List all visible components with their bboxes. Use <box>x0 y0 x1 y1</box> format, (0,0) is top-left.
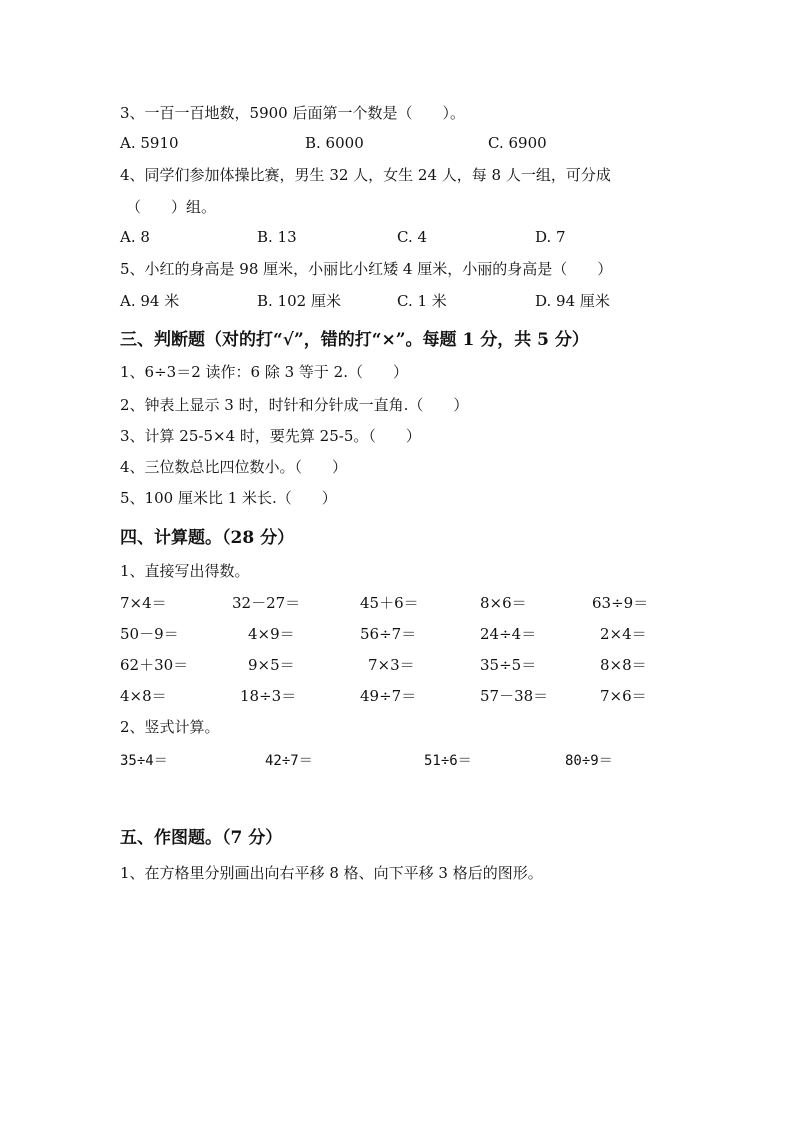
vertical-calc-3: 51÷6＝ <box>424 753 472 769</box>
calc-r1-c4: 8×6＝ <box>480 594 527 612</box>
question-4-option-b: B. 13 <box>257 228 297 246</box>
calc-r2-c4: 24÷4＝ <box>480 625 537 643</box>
calc-r4-c4: 57－38＝ <box>480 687 549 705</box>
question-3-option-b: B. 6000 <box>305 134 364 152</box>
calc-r3-c1: 62＋30＝ <box>120 656 189 674</box>
vertical-calc-1: 35÷4＝ <box>120 753 168 769</box>
direct-answer-instruction: 1、直接写出得数。 <box>120 562 250 580</box>
vertical-calc-2: 42÷7＝ <box>265 753 313 769</box>
judgement-item-3: 3、计算 25-5×4 时，要先算 25-5。（ ） <box>120 427 421 445</box>
calc-r1-c5: 63÷9＝ <box>592 594 649 612</box>
calc-r3-c4: 35÷5＝ <box>480 656 537 674</box>
drawing-question-1: 1、在方格里分别画出向右平移 8 格、向下平移 3 格后的图形。 <box>120 864 543 882</box>
calc-r4-c5: 7×6＝ <box>600 687 647 705</box>
calc-r1-c3: 45＋6＝ <box>360 594 419 612</box>
judgement-item-2: 2、钟表上显示 3 时，时针和分针成一直角.（ ） <box>120 396 469 414</box>
section-three-heading: 三、判断题（对的打“√”，错的打“×”。每题 1 分，共 5 分） <box>120 330 589 350</box>
calc-r2-c1: 50－9＝ <box>120 625 179 643</box>
vertical-calc-4: 80÷9＝ <box>565 753 613 769</box>
calc-r4-c2: 18÷3＝ <box>240 687 297 705</box>
judgement-item-5: 5、100 厘米比 1 米长.（ ） <box>120 489 337 507</box>
calc-r2-c2: 4×9＝ <box>248 625 295 643</box>
question-4-text-continued: （ ）组。 <box>126 198 217 216</box>
calc-r4-c1: 4×8＝ <box>120 687 167 705</box>
calc-r2-c5: 2×4＝ <box>600 625 647 643</box>
judgement-item-1: 1、6÷3＝2 读作：6 除 3 等于 2.（ ） <box>120 363 408 381</box>
question-5-option-a: A. 94 米 <box>120 292 180 310</box>
calc-r1-c2: 32－27＝ <box>232 594 301 612</box>
section-five-heading: 五、作图题。（7 分） <box>120 828 283 848</box>
calc-r2-c3: 56÷7＝ <box>360 625 417 643</box>
question-5-option-b: B. 102 厘米 <box>257 292 341 310</box>
question-3-option-a: A. 5910 <box>120 134 179 152</box>
question-5-option-d: D. 94 厘米 <box>535 292 610 310</box>
calc-r3-c5: 8×8＝ <box>600 656 647 674</box>
question-4-option-d: D. 7 <box>535 228 566 246</box>
calc-r1-c1: 7×4＝ <box>120 594 167 612</box>
question-5-option-c: C. 1 米 <box>397 292 447 310</box>
judgement-item-4: 4、三位数总比四位数小。（ ） <box>120 458 348 476</box>
calc-r4-c3: 49÷7＝ <box>360 687 417 705</box>
question-4-text: 4、同学们参加体操比赛，男生 32 人，女生 24 人，每 8 人一组，可分成 <box>120 166 611 184</box>
question-4-option-a: A. 8 <box>120 228 150 246</box>
question-3-option-c: C. 6900 <box>488 134 547 152</box>
vertical-calc-instruction: 2、竖式计算。 <box>120 718 220 736</box>
calc-r3-c2: 9×5＝ <box>248 656 295 674</box>
section-four-heading: 四、计算题。（28 分） <box>120 528 295 548</box>
question-5-text: 5、小红的身高是 98 厘米，小丽比小红矮 4 厘米，小丽的身高是（ ） <box>120 260 613 278</box>
question-4-option-c: C. 4 <box>397 228 428 246</box>
calc-r3-c3: 7×3＝ <box>368 656 415 674</box>
question-3-text: 3、一百一百地数，5900 后面第一个数是（ ）。 <box>120 104 465 122</box>
